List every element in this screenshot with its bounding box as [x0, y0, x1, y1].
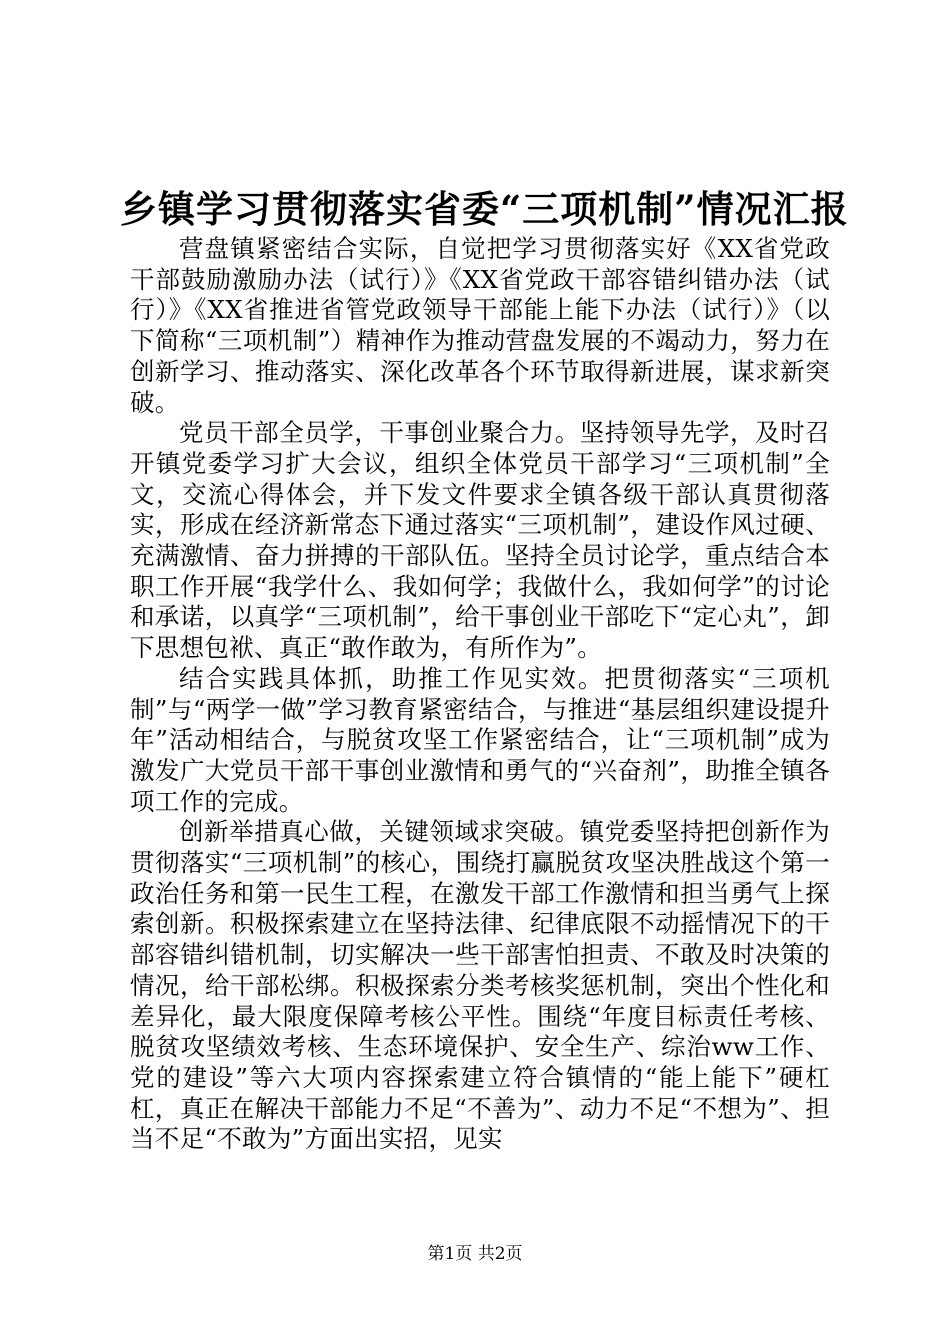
paragraph: 党员干部全员学，干事创业聚合力。坚持领导先学，及时召开镇党委学习扩大会议，组织全体党员干部学习“三项机制”全文，交流心得体会，并下发文件要求全镇各级干部认真贯彻落实，形成在经济新常态下通过落实“三项机制”，建设作风过硬、充满激情、奋力拼搏的干部队伍。坚持全员讨论学，重点结合本职工作开展“我学什么、我如何学；我做什么，我如何学”的讨论和承诺，以真学“三项机制”，给干事创业干部吃下“定心丸”，卸下思想包袱、真正“敢作敢为，有所作为”。 — [130, 418, 830, 663]
document-body — [130, 234, 830, 1155]
paragraph: 创新举措真心做，关键领域求突破。镇党委坚持把创新作为贯彻落实“三项机制”的核心，围绕打赢脱贫攻坚决胜战这个第一政治任务和第一民生工程，在激发干部工作激情和担当勇气上探索创新。积极探索建立在坚持法律、纪律底限不动摇情况下的干部容错纠错机制，切实解决一些干部害怕担责、不敢及时决策的情况，给干部松绑。积极探索分类考核奖惩机制，突出个性化和差异化，最大限度保障考核公平性。围绕“年度目标责任考核、脱贫攻坚绩效考核、生态环境保护、安全生产、综治ww工作、党的建设”等六大项内容探索建立符合镇情的“能上能下”硬杠杠，真正在解决干部能力不足“不善为”、动力不足“不想为”、担当不足“不敢为”方面出实招，见实 — [130, 817, 830, 1154]
paragraph: 结合实践具体抓，助推工作见实效。把贯彻落实“三项机制”与“两学一做”学习教育紧密结合，与推进“基层组织建设提升年”活动相结合，与脱贫攻坚工作紧密结合，让“三项机制”成为激发广大党员干部干事创业激情和勇气的“兴奋剂”，助推全镇各项工作的完成。 — [130, 663, 830, 816]
paragraph: 营盘镇紧密结合实际，自觉把学习贯彻落实好《XX省党政干部鼓励激励办法（试行）》《XX省党政干部容错纠错办法（试行）》《XX省推进省管党政领导干部能上能下办法（试行）》（以下简称“三项机制”）精神作为推动营盘发展的不竭动力，努力在创新学习、推动落实、深化改革各个环节取得新进展，谋求新突破。 — [130, 234, 830, 417]
document-title: 乡镇学习贯彻落实省委“三项机制”情况汇报 — [120, 187, 849, 231]
page-number-footer: 第1页 共2页 — [427, 1244, 523, 1264]
